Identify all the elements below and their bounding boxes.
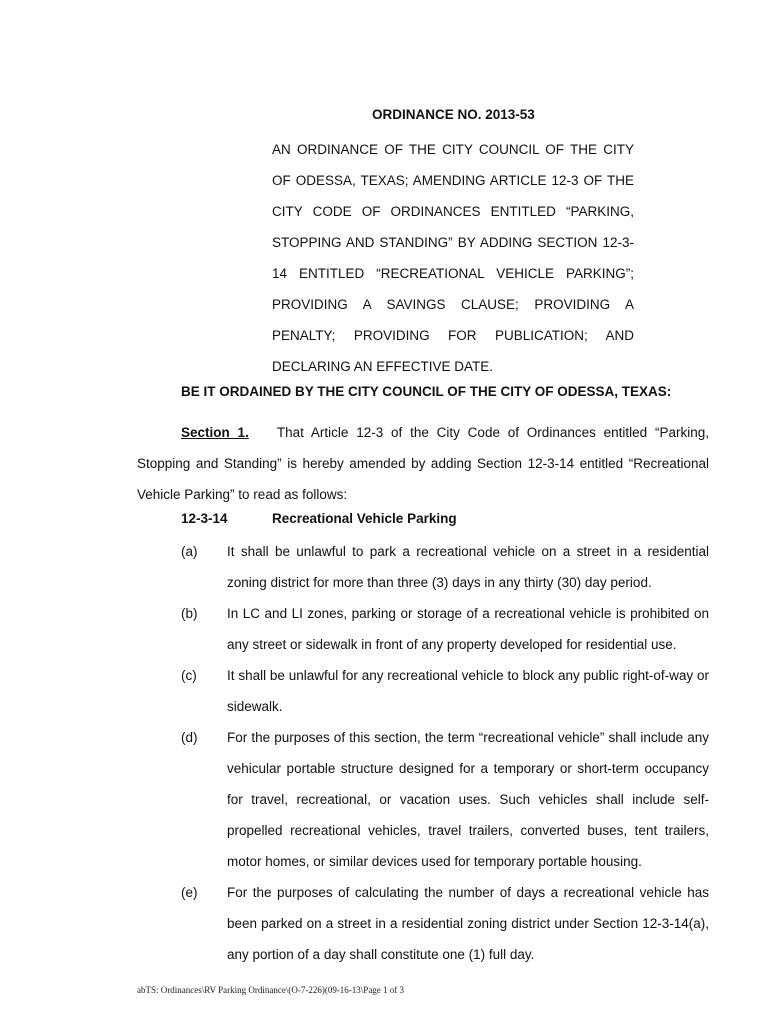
- subsection-number: 12-3-14: [181, 511, 228, 526]
- item-letter: (d): [181, 730, 198, 745]
- list-item: [181, 722, 709, 877]
- ordain-statement: BE IT ORDAINED BY THE CITY COUNCIL OF THE CITY OF ODESSA, TEXAS:: [181, 384, 672, 399]
- ordinance-title: ORDINANCE NO. 2013-53: [372, 107, 535, 122]
- ordinance-caption: AN ORDINANCE OF THE CITY COUNCIL OF THE CITY OF ODESSA, TEXAS; AMENDING ARTICLE 12-3 OF THE CITY CODE OF ORDINANCES ENTITLED “PARKING, STOPPING AND STANDING” BY ADDING SECTION 12-3-14 ENTITLED “RECREATIONAL VEHICLE PARKING”; PROVIDING A SAVINGS CLAUSE; PROVIDING A PENALTY; PROVIDING FOR PUBLICATION; AND DECLARING AN EFFECTIVE DATE.: [272, 142, 634, 374]
- list-item: [181, 536, 709, 598]
- item-letter: (a): [181, 544, 198, 559]
- section-1-text: That Article 12-3 of the City Code of Ordinances entitled “Parking, Stopping and Standing” is hereby amended by adding Section 12-3-14 entitled “Recreational Vehicle Parking” to read as follows:: [137, 425, 709, 502]
- item-letter: (e): [181, 885, 198, 900]
- item-text: It shall be unlawful to park a recreational vehicle on a street in a residential zoning district for more than three (3) days in any thirty (30) day period.: [227, 544, 709, 590]
- item-text: In LC and LI zones, parking or storage of a recreational vehicle is prohibited on any street or sidewalk in front of any property developed for residential use.: [227, 606, 709, 652]
- item-letter: (b): [181, 606, 198, 621]
- subsection-title: Recreational Vehicle Parking: [272, 511, 457, 526]
- list-item: [181, 660, 709, 722]
- section-1-label: Section 1.: [181, 425, 249, 440]
- list-item: [181, 598, 709, 660]
- subsection-heading: [181, 511, 457, 526]
- section-1-paragraph: [137, 417, 709, 510]
- item-text: It shall be unlawful for any recreational vehicle to block any public right-of-way or sidewalk.: [227, 668, 709, 714]
- item-letter: (c): [181, 668, 197, 683]
- item-text: For the purposes of calculating the number of days a recreational vehicle has been parked on a street in a residential zoning district under Section 12-3-14(a), any portion of a day shall constitute one (1) full day.: [227, 885, 709, 962]
- list-item: [181, 877, 709, 970]
- item-text: For the purposes of this section, the term “recreational vehicle” shall include any vehicular portable structure designed for a temporary or short-term occupancy for travel, recreational, or vacation uses. Such vehicles shall include self-propelled recreational vehicles, travel trailers, converted buses, tent trailers, motor homes, or similar devices used for temporary portable housing.: [227, 730, 709, 869]
- page-footer: abTS: Ordinances\RV Parking Ordinance\(O-7-226)(09-16-13\Page 1 of 3: [137, 985, 405, 995]
